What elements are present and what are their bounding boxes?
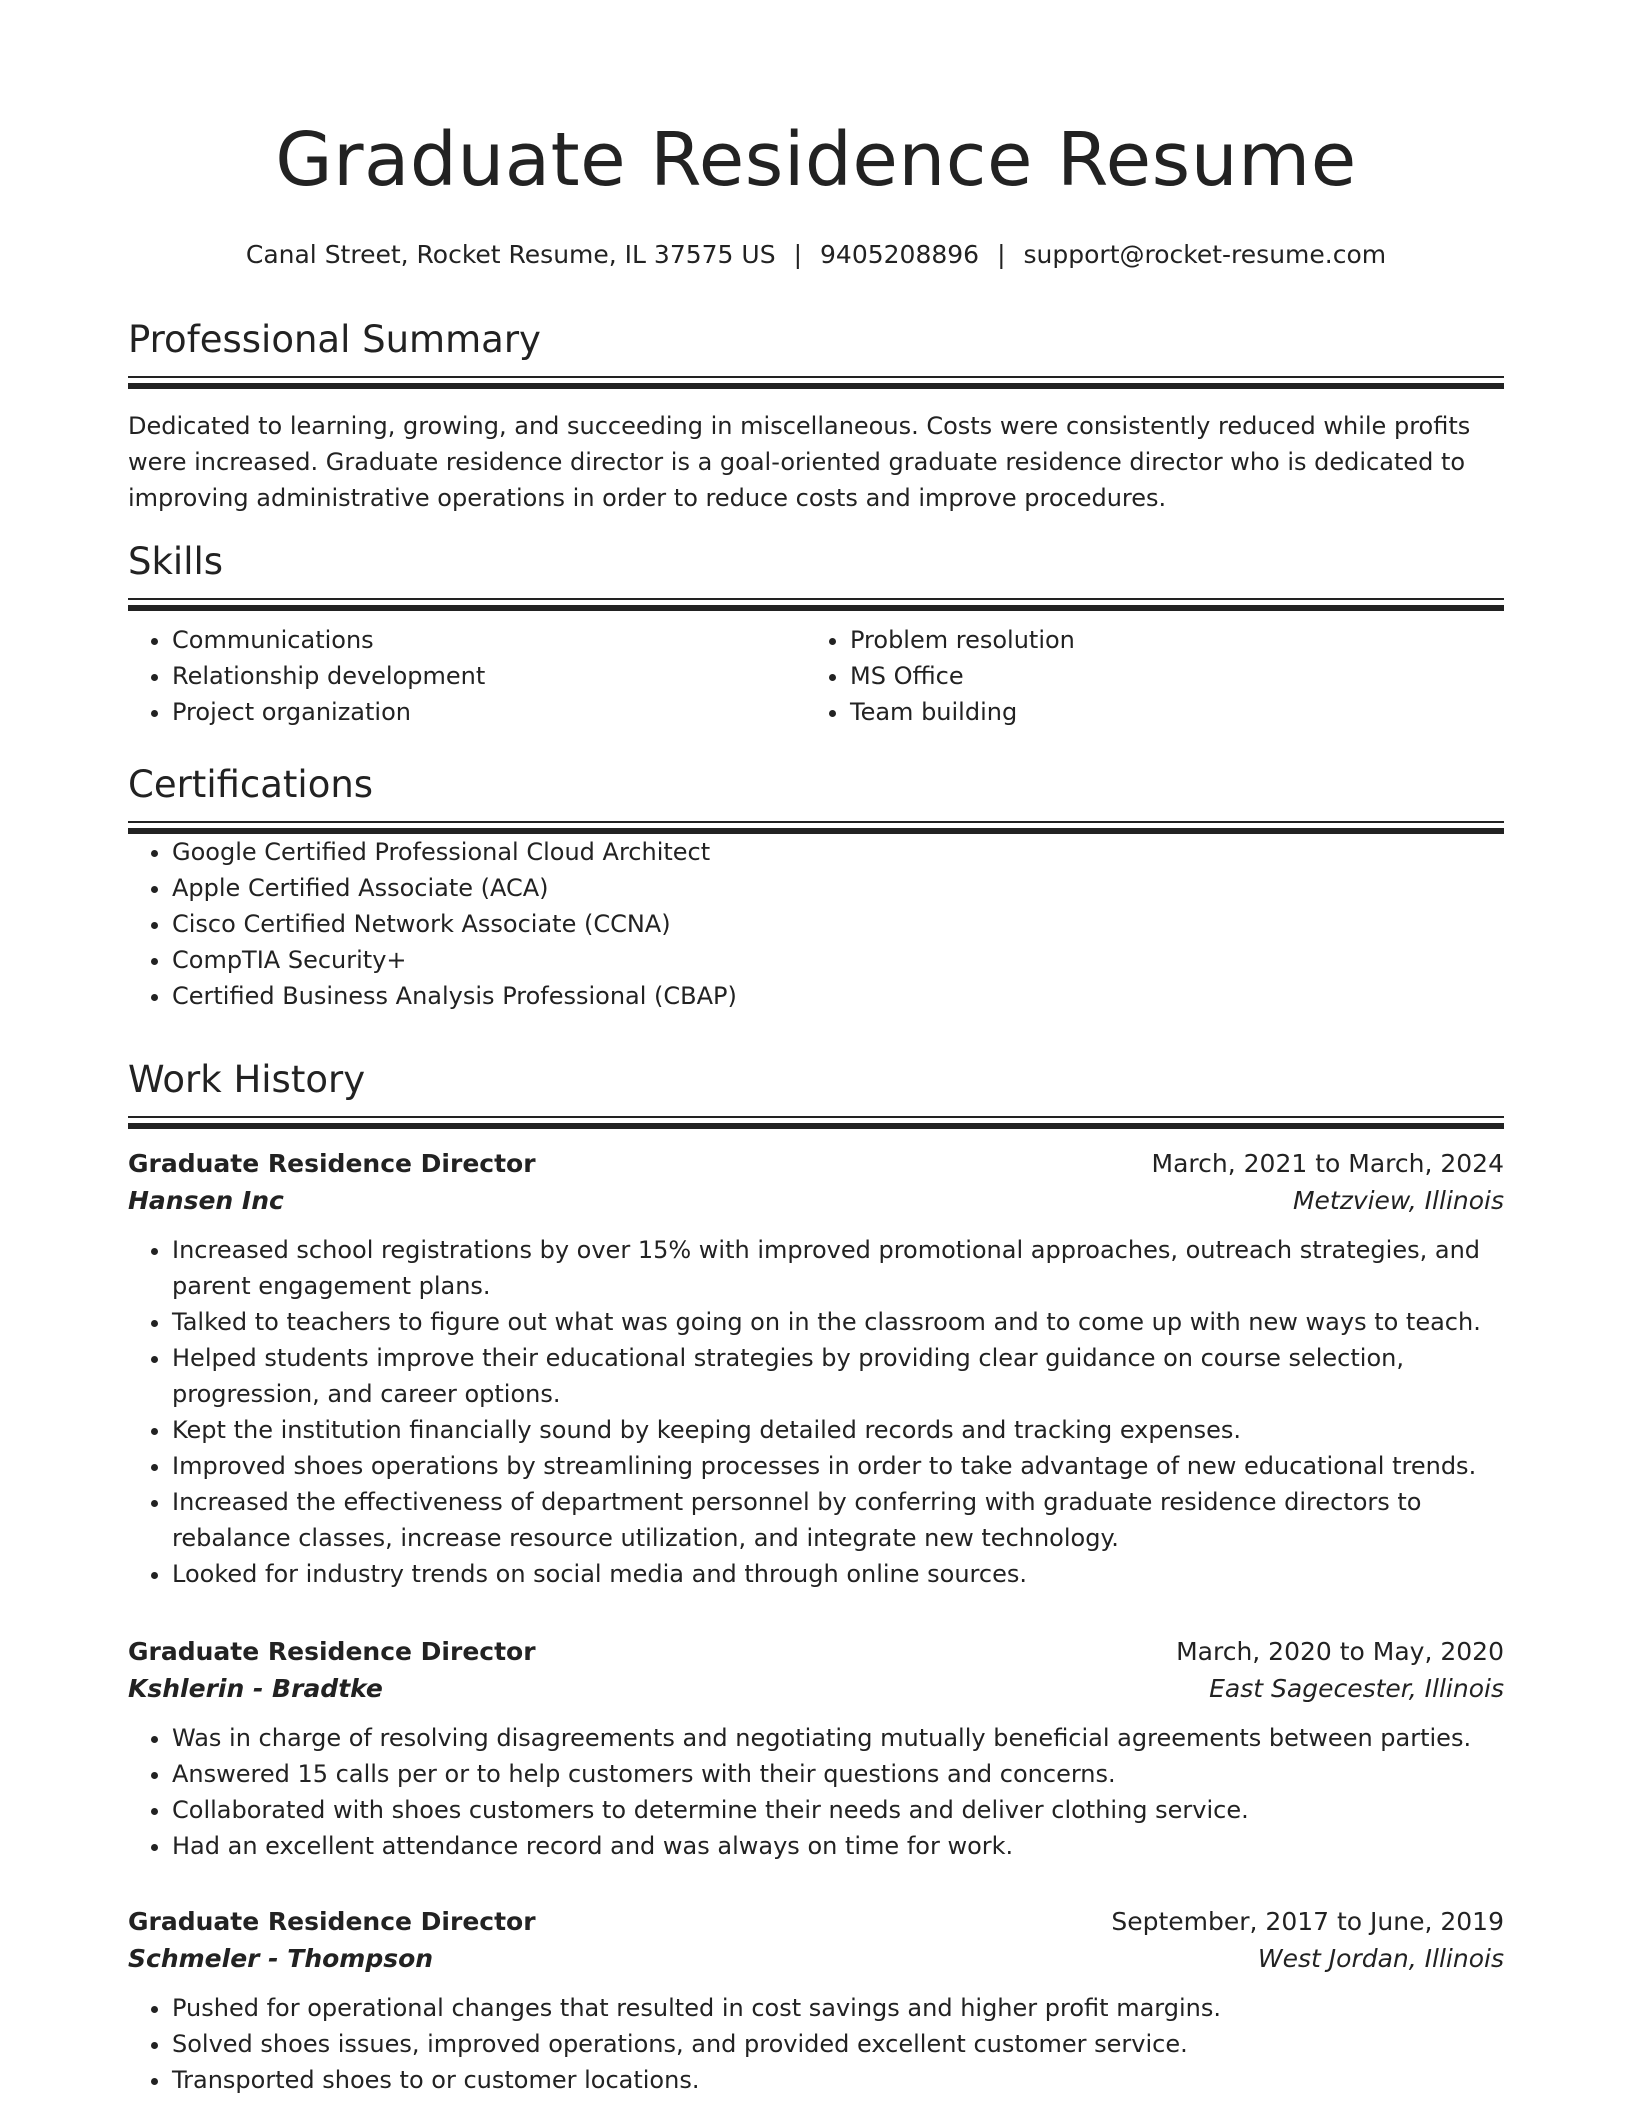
job-entry — [128, 1634, 1504, 1864]
section-rule — [128, 376, 1504, 378]
section-rule — [128, 605, 1504, 611]
job-company: Hansen Inc — [128, 1186, 284, 1215]
job-entry — [128, 1904, 1504, 2098]
job-location: East Sagecester, Illinois — [1209, 1674, 1504, 1703]
job-entry — [128, 1146, 1504, 1592]
section-heading-work-history: Work History — [128, 1058, 366, 1101]
contact-line — [128, 240, 1504, 270]
section-rule — [128, 383, 1504, 389]
section-heading-certifications: Certifications — [128, 763, 374, 806]
contact-separator: | — [997, 240, 1006, 269]
skills-list-left — [128, 622, 806, 730]
summary-section — [128, 318, 1504, 516]
skill-item: • MS Office — [850, 658, 1484, 694]
certification-item: • Apple Certified Associate (ACA) — [172, 870, 1504, 906]
certification-item: • CompTIA Security+ — [172, 942, 1504, 978]
certification-item: • Certified Business Analysis Professional (CBAP) — [172, 978, 1504, 1014]
job-bullet: • Collaborated with shoes customers to determine their needs and deliver clothing service. — [172, 1792, 1504, 1828]
work-history-section — [128, 1058, 1504, 1129]
skill-item: • Problem resolution — [850, 622, 1484, 658]
job-subheader — [128, 1670, 1504, 1708]
certifications-section — [128, 763, 1504, 1014]
summary-text: Dedicated to learning, growing, and succeeding in miscellaneous. Costs were consistently reduced while profits were increased. Graduate residence director is a goal-oriented graduate residence director who is dedicated to improving administrative operations in order to reduce costs and improve procedures. — [128, 412, 1471, 512]
contact-separator: | — [793, 240, 803, 269]
skill-item: • Project organization — [172, 694, 806, 730]
section-heading-skills: Skills — [128, 540, 224, 583]
job-bullet: • Talked to teachers to figure out what was going on in the classroom and to come up with new ways to teach. — [172, 1304, 1504, 1340]
job-title: Graduate Residence Director — [128, 1149, 536, 1178]
skill-item: • Team building — [850, 694, 1484, 730]
resume-page — [128, 0, 1504, 2112]
certifications-list — [128, 834, 1504, 1014]
job-bullets — [128, 1720, 1504, 1864]
job-bullet: • Kept the institution financially sound by keeping detailed records and tracking expenses. — [172, 1412, 1504, 1448]
resume-title: Graduate Residence Resume — [275, 117, 1357, 203]
job-header — [128, 1146, 1504, 1182]
job-location: West Jordan, Illinois — [1257, 1944, 1504, 1973]
job-bullets — [128, 1990, 1504, 2098]
job-bullet: • Helped students improve their educational strategies by providing clear guidance on course selection, progression, and career options. — [172, 1340, 1504, 1412]
job-company: Schmeler - Thompson — [128, 1944, 434, 1973]
section-rule — [128, 821, 1504, 823]
job-bullet: • Transported shoes to or customer locations. — [172, 2062, 1504, 2098]
job-bullet: • Solved shoes issues, improved operations, and provided excellent customer service. — [172, 2026, 1504, 2062]
contact-email: support@rocket-resume.com — [1023, 240, 1387, 269]
job-location: Metzview, Illinois — [1292, 1186, 1504, 1215]
job-title: Graduate Residence Director — [128, 1907, 536, 1936]
section-rule — [128, 598, 1504, 600]
section-rule — [128, 1116, 1504, 1118]
skills-columns — [128, 622, 1504, 730]
contact-address: Canal Street, Rocket Resume, IL 37575 US — [245, 240, 776, 269]
skill-item: • Relationship development — [172, 658, 806, 694]
job-subheader — [128, 1182, 1504, 1220]
job-bullet: • Had an excellent attendance record and was always on time for work. — [172, 1828, 1504, 1864]
skills-section — [128, 540, 1504, 730]
job-subheader — [128, 1940, 1504, 1978]
section-rule — [128, 1123, 1504, 1129]
job-title: Graduate Residence Director — [128, 1637, 536, 1666]
job-header — [128, 1904, 1504, 1940]
job-bullet: • Answered 15 calls per or to help customers with their questions and concerns. — [172, 1756, 1504, 1792]
contact-phone: 9405208896 — [820, 240, 980, 269]
job-bullet: • Improved shoes operations by streamlining processes in order to take advantage of new educational trends. — [172, 1448, 1504, 1484]
job-header — [128, 1634, 1504, 1670]
job-bullets — [128, 1232, 1504, 1592]
job-company: Kshlerin - Bradtke — [128, 1674, 383, 1703]
job-bullet: • Looked for industry trends on social media and through online sources. — [172, 1556, 1504, 1592]
job-bullet: • Increased school registrations by over 15% with improved promotional approaches, outreach strategies, and parent engagement plans. — [172, 1232, 1504, 1304]
job-dates: September, 2017 to June, 2019 — [1111, 1907, 1504, 1936]
certification-item: • Google Certified Professional Cloud Architect — [172, 834, 1504, 870]
job-dates: March, 2021 to March, 2024 — [1151, 1149, 1504, 1178]
job-bullet: • Pushed for operational changes that resulted in cost savings and higher profit margins. — [172, 1990, 1504, 2026]
job-bullet: • Increased the effectiveness of department personnel by conferring with graduate residence directors to rebalance classes, increase resource utilization, and integrate new technology. — [172, 1484, 1504, 1556]
skill-item: • Communications — [172, 622, 806, 658]
section-heading-summary: Professional Summary — [128, 318, 541, 361]
skills-list-right — [806, 622, 1484, 730]
job-dates: March, 2020 to May, 2020 — [1176, 1637, 1504, 1666]
job-bullet: • Was in charge of resolving disagreements and negotiating mutually beneficial agreements between parties. — [172, 1720, 1504, 1756]
certification-item: • Cisco Certified Network Associate (CCNA) — [172, 906, 1504, 942]
